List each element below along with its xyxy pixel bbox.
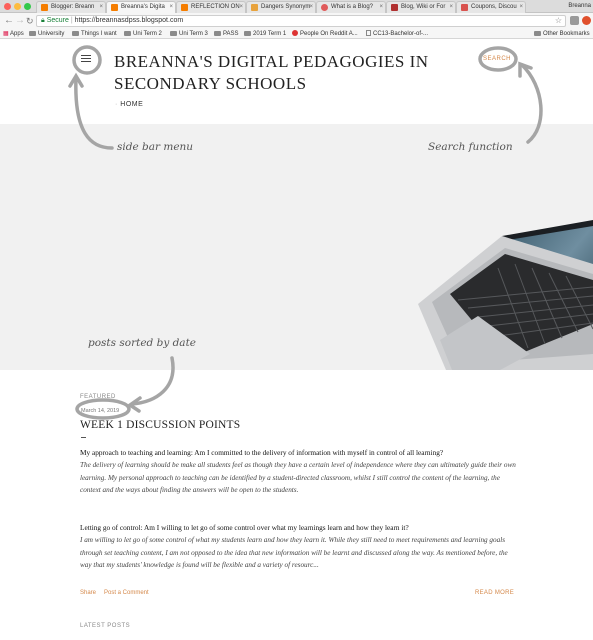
post-title[interactable]: WEEK 1 DISCUSSION POINTS [80, 419, 241, 431]
maximize-window-button[interactable] [24, 3, 31, 10]
sorted-annotation: posts sorted by date [88, 337, 197, 349]
search-link[interactable]: SEARCH [483, 56, 512, 62]
profile-name[interactable]: Breanna [568, 3, 591, 9]
bookmark-uni-term-2[interactable] [124, 30, 162, 38]
folder-icon [124, 31, 131, 36]
bookmark-star-icon[interactable]: ☆ [554, 16, 562, 25]
tab-close-icon[interactable]: × [99, 4, 103, 10]
featured-label: FEATURED [80, 394, 116, 400]
bullet-icon: · [115, 101, 118, 108]
tab-close-icon[interactable]: × [449, 4, 453, 10]
tab-strip [0, 0, 593, 13]
home-link-label: HOME [120, 101, 144, 108]
bookmark-label: People On Reddit A... [300, 31, 358, 37]
page-icon [366, 30, 371, 36]
address-bar[interactable] [36, 15, 566, 27]
tab-what-is-a-blog[interactable] [316, 1, 386, 13]
post-question-1: My approach to teaching and learning: Am I committed to the delivery of information with myself in control of all learning? [80, 448, 444, 457]
tab-reflection[interactable] [176, 1, 246, 13]
bookmark-university[interactable] [29, 30, 64, 38]
site-favicon-icon [391, 4, 398, 11]
bookmark-label: Apps [10, 31, 24, 37]
folder-icon [72, 31, 79, 36]
tab-close-icon[interactable]: × [239, 4, 243, 10]
bookmark-label: Uni Term 2 [133, 31, 162, 37]
post-date[interactable]: March 14, 2019 [81, 408, 120, 414]
folder-icon [170, 31, 177, 36]
bookmark-things-i-want[interactable] [72, 30, 117, 38]
bookmark-other[interactable] [534, 30, 590, 38]
tab-label: Dangers Synonym [261, 4, 311, 10]
home-link[interactable] [115, 101, 143, 108]
url-separator: | [70, 17, 73, 24]
tab-close-icon[interactable]: × [309, 4, 313, 10]
folder-icon [244, 31, 251, 36]
post-answer-2: I am willing to let go of some control of what my students learn and how they learn it. While they still need to meet requirements and learning goals through set teaching content, I am not opposed to the idea that new information will be learnt and discussed along the way. As mentioned before, the way that my students' knowledge is found will be flexible and a variety of resourc... [80, 536, 508, 570]
bookmarks-bar [0, 29, 593, 39]
tab-label: What is a Blog? [331, 4, 374, 10]
search-annotation: Search function [428, 141, 513, 153]
back-arrow-icon[interactable]: ← [4, 15, 14, 26]
bookmark-label: Other Bookmarks [543, 31, 590, 37]
latest-posts-heading: LATEST POSTS [80, 623, 131, 629]
reload-icon[interactable]: ↻ [26, 16, 34, 26]
post-answer-1: The delivery of learning should be make all students feel as though they have a certain level of independence where they can ultimately guide their own learning. My personal approach to teaching can be identified by a student-directed classroom, whilst I still control the content of the learning, the context and the ways about finding the answers will be open to the students. [80, 461, 516, 495]
tab-dangers-synonym[interactable] [246, 1, 316, 13]
bookmark-label: Things I want [81, 31, 117, 37]
minimize-window-button[interactable] [14, 3, 21, 10]
post-question-2: Letting go of control: Am I willing to let go of some control over what my learnings learn and how they learn it? [80, 523, 409, 532]
bookmark-uni-term-3[interactable] [170, 30, 208, 38]
bookmark-people-on-reddit[interactable] [292, 30, 358, 38]
laptop-image [0, 124, 593, 370]
tab-close-icon[interactable]: × [169, 4, 173, 10]
tab-label: REFLECTION ON [191, 4, 240, 10]
tab-label: Coupons, Discou [471, 4, 517, 10]
read-more-link[interactable]: READ MORE [475, 590, 515, 596]
folder-icon [534, 31, 541, 36]
tab-breannas-digital[interactable] [106, 1, 176, 13]
blogger-favicon-icon [111, 4, 118, 11]
extension-icon[interactable] [570, 16, 579, 25]
extension-icon[interactable] [582, 16, 591, 25]
thesaurus-favicon-icon [251, 4, 258, 11]
bookmark-label: PASS [223, 31, 239, 37]
secure-label: Secure [46, 17, 69, 24]
post-comment-link[interactable]: Post a Comment [104, 590, 149, 596]
tab-close-icon[interactable]: × [519, 4, 523, 10]
browser-toolbar [0, 13, 593, 29]
tab-label: Breanna's Digita [121, 4, 165, 10]
tab-blog-wiki-forum[interactable] [386, 1, 456, 13]
blogger-favicon-icon [181, 4, 188, 11]
url-text: https://breannasdpss.blogspot.com [74, 17, 184, 24]
tab-coupons[interactable] [456, 1, 526, 13]
bookmark-label: 2019 Term 1 [253, 31, 287, 37]
folder-icon [214, 31, 221, 36]
apps-grid-icon: ▦ [3, 31, 9, 37]
bookmark-label: CC13-Bachelor-of-... [373, 31, 429, 37]
site-favicon-icon [321, 4, 328, 11]
bookmark-2019-term-1[interactable] [244, 30, 286, 38]
blogger-favicon-icon [41, 4, 48, 11]
bookmark-apps[interactable] [3, 30, 24, 38]
blog-title[interactable]: BREANNA'S DIGITAL PEDAGOGIES IN SECONDARY SCHOOLS [114, 52, 429, 93]
tab-label: Blog, Wiki or For [401, 4, 446, 10]
folder-icon [29, 31, 36, 36]
reddit-icon [292, 30, 298, 36]
forward-arrow-icon[interactable]: → [15, 15, 25, 26]
sidebar-annotation: side bar menu [117, 141, 194, 153]
tab-close-icon[interactable]: × [379, 4, 383, 10]
lock-icon: 🔒︎ [41, 17, 45, 24]
tab-label: Blogger: Breann [51, 4, 95, 10]
tab-blogger[interactable] [36, 1, 106, 13]
bookmark-label: Uni Term 3 [179, 31, 208, 37]
title-divider [81, 437, 86, 438]
bookmark-label: University [38, 31, 65, 37]
share-link[interactable]: Share [80, 590, 97, 596]
coupons-favicon-icon [461, 4, 468, 11]
bookmark-pass[interactable] [214, 30, 239, 38]
hamburger-menu-icon[interactable] [81, 55, 91, 65]
close-window-button[interactable] [4, 3, 11, 10]
hero-banner [0, 124, 593, 370]
bookmark-cc13[interactable] [366, 30, 428, 38]
